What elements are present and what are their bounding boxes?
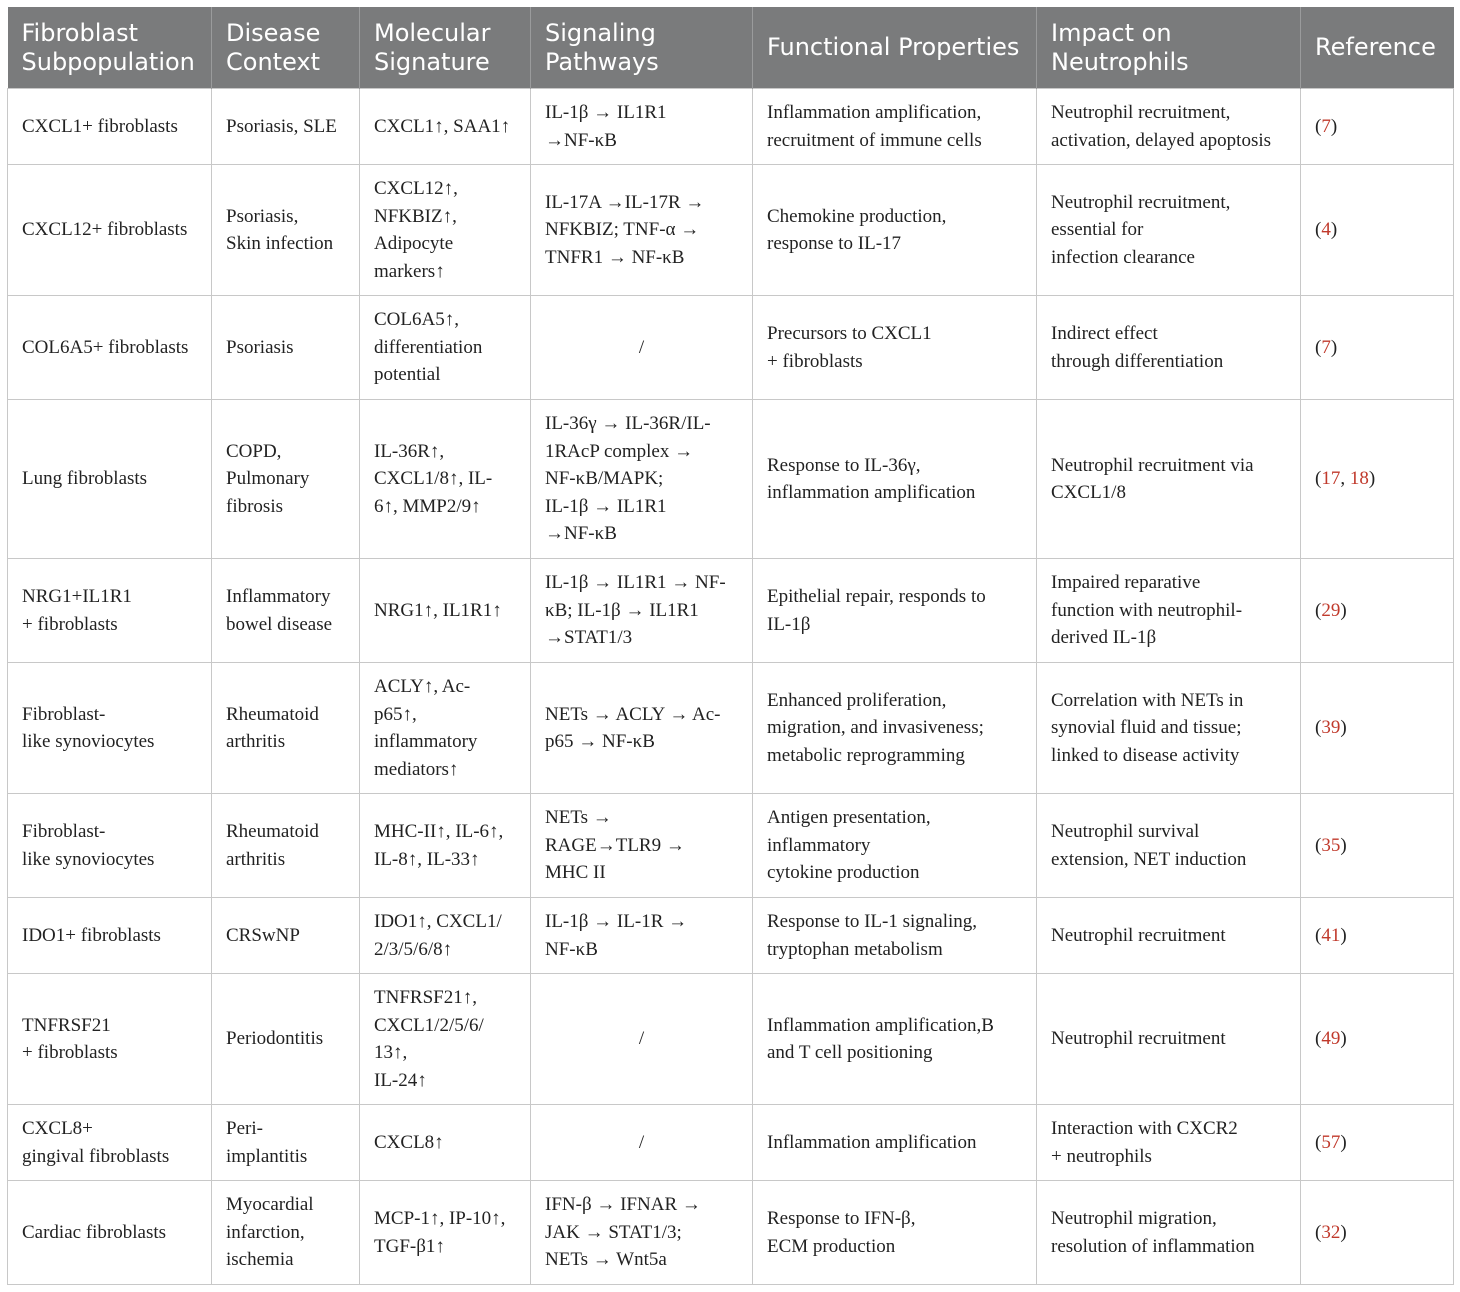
cell-pathways xyxy=(531,663,753,794)
cell-line: p65 → NF-κB xyxy=(545,731,655,752)
cell-line: Skin infection xyxy=(226,233,334,254)
cell-line: implantitis xyxy=(226,1145,308,1167)
cell-line: Response to IL-1 signaling, xyxy=(767,911,978,932)
cell-line: Psoriasis xyxy=(226,336,294,358)
cell-line: IL-1β xyxy=(767,613,811,635)
cell-line: MHC-II↑, IL-6↑, xyxy=(374,821,504,842)
cell-line: activation, delayed apoptosis xyxy=(1051,129,1272,151)
cell-line: COL6A5↑, xyxy=(374,309,459,331)
cell-functional xyxy=(753,165,1037,296)
header-disease: Disease Context xyxy=(212,7,360,89)
cell-signature xyxy=(360,1181,531,1285)
cell-line: resolution of inflammation xyxy=(1051,1235,1255,1257)
cell-line: NF-κB xyxy=(545,938,598,960)
cell-line: Chemokine production, xyxy=(767,205,947,227)
cell-line: IL-1β → IL1R1 xyxy=(545,495,667,517)
cell-impact xyxy=(1037,296,1301,400)
cell-signature xyxy=(360,89,531,165)
cell-subpopulation xyxy=(8,1105,212,1181)
header-signature: Molecular Signature xyxy=(360,7,531,89)
cell-line: like synoviocytes xyxy=(22,848,155,870)
cell-line: differentiation xyxy=(374,336,483,358)
cell-line: COPD, xyxy=(226,440,282,462)
cell-pathways xyxy=(531,89,753,165)
cell-line: IL-1β → IL-1R → xyxy=(545,911,688,932)
table-row xyxy=(8,89,1454,165)
cell-pathways xyxy=(531,400,753,559)
cell-line: ACLY↑, Ac- xyxy=(374,676,471,697)
cell-line: tryptophan metabolism xyxy=(767,938,943,960)
cell-line: / xyxy=(638,336,645,358)
cell-line: NETs → xyxy=(545,807,612,829)
cell-line: Impaired reparative xyxy=(1051,572,1201,594)
cell-line: Neutrophil recruitment xyxy=(1051,1028,1226,1050)
cell-line: 2/3/5/6/8↑ xyxy=(374,938,453,960)
reference-link[interactable]: 7 xyxy=(1321,336,1331,358)
cell-line: IDO1↑, CXCL1/ xyxy=(374,911,502,932)
cell-line: inflammation amplification xyxy=(767,482,976,503)
cell-pathways xyxy=(531,1181,753,1285)
cell-pathways xyxy=(531,974,753,1105)
cell-disease xyxy=(212,1105,360,1181)
cell-reference: (49) xyxy=(1301,974,1454,1105)
cell-signature xyxy=(360,898,531,974)
cell-line: Response to IFN-β, xyxy=(767,1208,916,1229)
cell-pathways xyxy=(531,1105,753,1181)
cell-line: and T cell positioning xyxy=(767,1042,933,1063)
cell-impact xyxy=(1037,1181,1301,1285)
header-subpopulation: Fibroblast Subpopulation xyxy=(8,7,212,89)
cell-impact xyxy=(1037,1105,1301,1181)
cell-subpopulation xyxy=(8,559,212,663)
cell-subpopulation xyxy=(8,974,212,1105)
table-row xyxy=(8,165,1454,296)
cell-subpopulation xyxy=(8,400,212,559)
cell-impact xyxy=(1037,898,1301,974)
cell-line: CXCL12+ fibroblasts xyxy=(22,219,188,241)
table-row xyxy=(8,898,1454,974)
cell-line: IL-1β → IL1R1 → NF- xyxy=(545,572,726,594)
cell-reference: (35) xyxy=(1301,794,1454,898)
table-row xyxy=(8,663,1454,794)
cell-line: infarction, xyxy=(226,1221,305,1243)
cell-impact xyxy=(1037,89,1301,165)
cell-line: 13↑, xyxy=(374,1042,408,1063)
cell-line: ischemia xyxy=(226,1249,294,1271)
cell-subpopulation xyxy=(8,1181,212,1285)
header-row xyxy=(8,7,1454,89)
cell-line: + fibroblasts xyxy=(767,350,863,372)
cell-subpopulation xyxy=(8,296,212,400)
cell-subpopulation xyxy=(8,89,212,165)
cell-line: Precursors to CXCL1 xyxy=(767,323,932,344)
cell-line: Response to IL-36γ, xyxy=(767,454,921,476)
cell-line: gingival fibroblasts xyxy=(22,1145,170,1167)
cell-line: COL6A5+ fibroblasts xyxy=(22,336,189,358)
cell-line: Pulmonary xyxy=(226,468,310,490)
cell-line: cytokine production xyxy=(767,862,920,884)
table-row xyxy=(8,296,1454,400)
cell-line: arthritis xyxy=(226,848,286,870)
cell-signature xyxy=(360,794,531,898)
cell-line: Psoriasis, xyxy=(226,205,299,227)
cell-line: mediators↑ xyxy=(374,758,459,780)
cell-line: CXCL1/8↑, IL- xyxy=(374,468,493,490)
cell-line: Fibroblast- xyxy=(22,703,106,725)
cell-line: arthritis xyxy=(226,731,286,752)
cell-line: Rheumatoid xyxy=(226,703,319,725)
cell-reference: (39) xyxy=(1301,663,1454,794)
cell-line: / xyxy=(638,1028,645,1050)
cell-signature xyxy=(360,663,531,794)
cell-impact xyxy=(1037,663,1301,794)
cell-line: Myocardial xyxy=(226,1194,314,1216)
cell-line: Epithelial repair, responds to xyxy=(767,586,986,607)
cell-line: IL-1β → IL1R1 xyxy=(545,102,667,123)
table-row xyxy=(8,794,1454,898)
cell-line: →NF-κB xyxy=(545,129,617,151)
cell-line: Fibroblast- xyxy=(22,821,106,842)
cell-line: NFKBIZ↑, xyxy=(374,205,457,227)
cell-line: CXCL1/2/5/6/ xyxy=(374,1014,484,1036)
cell-subpopulation xyxy=(8,165,212,296)
cell-functional xyxy=(753,296,1037,400)
cell-line: Enhanced proliferation, xyxy=(767,689,947,711)
cell-functional xyxy=(753,974,1037,1105)
cell-reference: (17, 18) xyxy=(1301,400,1454,559)
reference-link[interactable]: 39 xyxy=(1321,717,1341,739)
cell-line: fibrosis xyxy=(226,495,283,517)
cell-reference: (32) xyxy=(1301,1181,1454,1285)
cell-line: Lung fibroblasts xyxy=(22,468,148,490)
cell-line: recruitment of immune cells xyxy=(767,129,982,151)
cell-line: infection clearance xyxy=(1051,246,1195,268)
cell-line: IL-36R↑, xyxy=(374,440,445,462)
cell-subpopulation xyxy=(8,898,212,974)
cell-line: CRSwNP xyxy=(226,924,300,946)
reference-link[interactable]: 4 xyxy=(1321,219,1331,241)
reference-link[interactable]: 17 xyxy=(1321,468,1341,490)
cell-line: function with neutrophil- xyxy=(1051,599,1243,621)
reference-link[interactable]: 49 xyxy=(1321,1028,1341,1050)
cell-line: / xyxy=(638,1131,645,1153)
cell-disease xyxy=(212,89,360,165)
cell-line: extension, NET induction xyxy=(1051,848,1247,870)
cell-line: Psoriasis, SLE xyxy=(226,115,337,137)
cell-line: synovial fluid and tissue; xyxy=(1051,717,1242,739)
cell-line: linked to disease activity xyxy=(1051,744,1240,766)
header-functional: Functional Properties xyxy=(753,7,1037,89)
cell-line: Neutrophil recruitment xyxy=(1051,924,1226,946)
cell-functional xyxy=(753,794,1037,898)
cell-line: like synoviocytes xyxy=(22,731,155,752)
cell-line: MHC II xyxy=(545,862,606,884)
cell-line: CXCL8↑ xyxy=(374,1131,444,1153)
cell-line: + fibroblasts xyxy=(22,1042,118,1063)
cell-line: RAGE→TLR9 → xyxy=(545,834,685,856)
table-row xyxy=(8,400,1454,559)
header-pathways: Signaling Pathways xyxy=(531,7,753,89)
cell-line: CXCL12↑, xyxy=(374,178,458,199)
table-row xyxy=(8,559,1454,663)
cell-line: Inflammation amplification,B xyxy=(767,1014,994,1036)
cell-functional xyxy=(753,1105,1037,1181)
cell-line: Cardiac fibroblasts xyxy=(22,1221,167,1243)
cell-line: TNFR1 → NF-κB xyxy=(545,246,685,268)
reference-link[interactable]: 18 xyxy=(1349,468,1369,490)
fibroblast-table xyxy=(7,7,1454,1285)
cell-disease xyxy=(212,898,360,974)
cell-line: Neutrophil migration, xyxy=(1051,1208,1217,1229)
cell-signature xyxy=(360,974,531,1105)
cell-line: NFKBIZ; TNF-α → xyxy=(545,219,700,241)
cell-line: IFN-β → IFNAR → xyxy=(545,1194,701,1216)
cell-impact xyxy=(1037,165,1301,296)
cell-impact xyxy=(1037,794,1301,898)
cell-line: Neutrophil recruitment via xyxy=(1051,454,1254,476)
reference-link[interactable]: 29 xyxy=(1321,599,1341,621)
cell-line: Inflammation amplification xyxy=(767,1131,977,1153)
cell-line: IL-36γ → IL-36R/IL- xyxy=(545,413,711,435)
cell-functional xyxy=(753,559,1037,663)
cell-line: Correlation with NETs in xyxy=(1051,689,1244,711)
cell-pathways xyxy=(531,296,753,400)
cell-line: NRG1↑, IL1R1↑ xyxy=(374,599,502,621)
cell-signature xyxy=(360,296,531,400)
cell-line: MCP-1↑, IP-10↑, xyxy=(374,1208,506,1229)
cell-reference: (4) xyxy=(1301,165,1454,296)
cell-disease xyxy=(212,559,360,663)
cell-line: Neutrophil recruitment, xyxy=(1051,191,1231,213)
cell-functional xyxy=(753,89,1037,165)
cell-line: ECM production xyxy=(767,1235,896,1257)
cell-line: 1RAcP complex → xyxy=(545,440,694,462)
cell-subpopulation xyxy=(8,663,212,794)
table-row xyxy=(8,974,1454,1105)
cell-line: NETs → ACLY → Ac- xyxy=(545,703,721,725)
cell-line: + fibroblasts xyxy=(22,613,118,635)
cell-line: Periodontitis xyxy=(226,1028,324,1050)
reference-link[interactable]: 35 xyxy=(1321,834,1341,856)
cell-reference: (57) xyxy=(1301,1105,1454,1181)
cell-line: essential for xyxy=(1051,219,1144,241)
cell-line: →NF-κB xyxy=(545,523,617,545)
cell-line: CXCL1+ fibroblasts xyxy=(22,115,178,137)
cell-disease xyxy=(212,794,360,898)
cell-line: migration, and invasiveness; xyxy=(767,717,984,739)
cell-line: Adipocyte xyxy=(374,233,454,254)
cell-disease xyxy=(212,400,360,559)
cell-line: Antigen presentation, xyxy=(767,807,931,829)
cell-line: NF-κB/MAPK; xyxy=(545,468,664,490)
cell-line: TNFRSF21↑, xyxy=(374,987,477,1008)
cell-signature xyxy=(360,165,531,296)
cell-reference: (29) xyxy=(1301,559,1454,663)
cell-reference: (7) xyxy=(1301,296,1454,400)
cell-line: NETs → Wnt5a xyxy=(545,1249,667,1271)
cell-signature xyxy=(360,559,531,663)
cell-line: →STAT1/3 xyxy=(545,627,633,649)
cell-line: IL-8↑, IL-33↑ xyxy=(374,848,480,870)
cell-line: CXCL1↑, SAA1↑ xyxy=(374,115,511,137)
cell-functional xyxy=(753,400,1037,559)
cell-signature xyxy=(360,400,531,559)
cell-disease xyxy=(212,296,360,400)
cell-functional xyxy=(753,1181,1037,1285)
reference-link[interactable]: 32 xyxy=(1321,1221,1341,1243)
cell-line: κB; IL-1β → IL1R1 xyxy=(545,599,699,621)
cell-line: Neutrophil recruitment, xyxy=(1051,102,1231,123)
cell-pathways xyxy=(531,898,753,974)
reference-link[interactable]: 57 xyxy=(1321,1131,1341,1153)
cell-line: 6↑, MMP2/9↑ xyxy=(374,495,481,517)
table-body xyxy=(8,89,1454,1285)
reference-link[interactable]: 41 xyxy=(1321,924,1341,946)
cell-impact xyxy=(1037,974,1301,1105)
cell-line: TGF-β1↑ xyxy=(374,1235,445,1257)
cell-reference: (41) xyxy=(1301,898,1454,974)
cell-line: + neutrophils xyxy=(1051,1145,1152,1167)
cell-line: CXCL1/8 xyxy=(1051,482,1126,503)
cell-reference: (7) xyxy=(1301,89,1454,165)
cell-line: IL-17A →IL-17R → xyxy=(545,191,705,213)
cell-line: TNFRSF21 xyxy=(22,1014,111,1036)
cell-line: inflammatory xyxy=(374,731,478,752)
cell-line: through differentiation xyxy=(1051,350,1224,372)
cell-line: inflammatory xyxy=(767,834,871,856)
cell-disease xyxy=(212,165,360,296)
cell-line: Rheumatoid xyxy=(226,821,319,842)
cell-disease xyxy=(212,1181,360,1285)
cell-pathways xyxy=(531,165,753,296)
table-row xyxy=(8,1105,1454,1181)
cell-line: response to IL-17 xyxy=(767,233,902,254)
cell-line: derived IL-1β xyxy=(1051,627,1157,649)
cell-line: bowel disease xyxy=(226,613,333,635)
cell-line: IL-24↑ xyxy=(374,1069,427,1091)
cell-line: p65↑, xyxy=(374,703,417,725)
cell-pathways xyxy=(531,794,753,898)
cell-disease xyxy=(212,974,360,1105)
header-reference: Reference xyxy=(1301,7,1454,89)
reference-link[interactable]: 7 xyxy=(1321,115,1331,137)
cell-line: metabolic reprogramming xyxy=(767,744,965,766)
cell-line: Inflammatory xyxy=(226,586,331,607)
cell-line: potential xyxy=(374,364,441,386)
cell-disease xyxy=(212,663,360,794)
cell-line: NRG1+IL1R1 xyxy=(22,586,132,607)
cell-line: IDO1+ fibroblasts xyxy=(22,924,161,946)
header-impact: Impact on Neutrophils xyxy=(1037,7,1301,89)
table-row xyxy=(8,1181,1454,1285)
cell-signature xyxy=(360,1105,531,1181)
cell-impact xyxy=(1037,559,1301,663)
cell-line: markers↑ xyxy=(374,260,445,282)
cell-line: JAK → STAT1/3; xyxy=(545,1221,682,1243)
cell-line: Indirect effect xyxy=(1051,323,1158,344)
cell-line: Inflammation amplification, xyxy=(767,102,982,123)
cell-line: CXCL8+ xyxy=(22,1118,93,1139)
cell-line: Interaction with CXCR2 xyxy=(1051,1118,1238,1139)
cell-functional xyxy=(753,898,1037,974)
cell-functional xyxy=(753,663,1037,794)
cell-line: Peri- xyxy=(226,1118,263,1139)
cell-impact xyxy=(1037,400,1301,559)
cell-subpopulation xyxy=(8,794,212,898)
cell-pathways xyxy=(531,559,753,663)
cell-line: Neutrophil survival xyxy=(1051,821,1200,842)
